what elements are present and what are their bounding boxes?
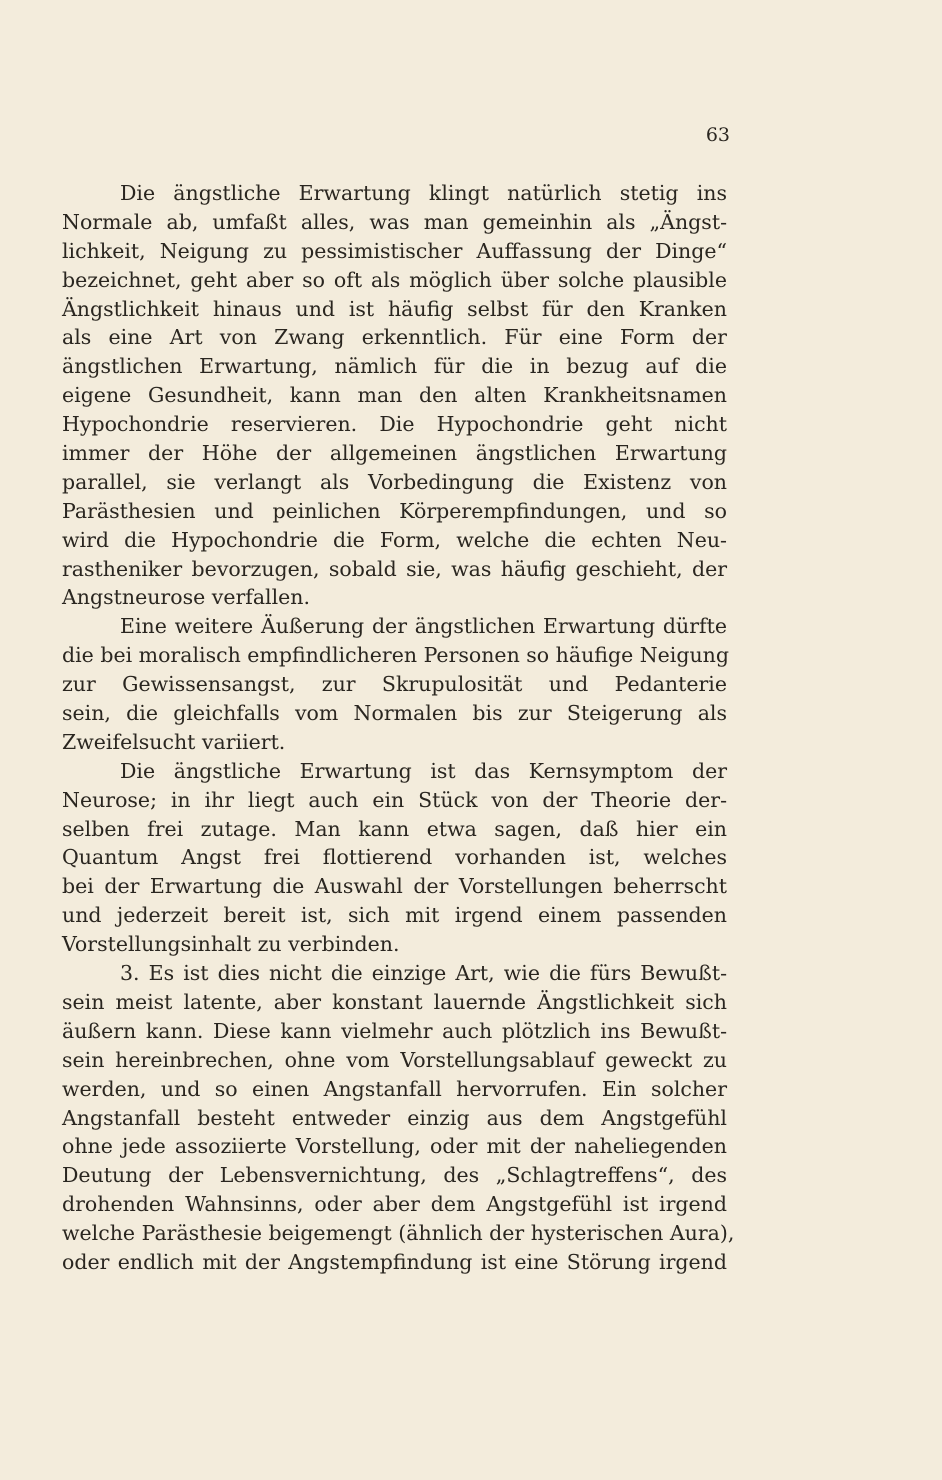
text-line: Zweifelsucht variiert. bbox=[62, 729, 286, 754]
text-line: lichkeit, Neigung zu pessimistischer Auffassung der Dinge“ bbox=[62, 238, 727, 263]
text-line: Hypochondrie reservieren. Die Hypochondrie geht nicht bbox=[62, 412, 727, 437]
text-line: die bei moralisch empfindlicheren Personen so häufige Neigung bbox=[62, 643, 730, 668]
text-line: bezeichnet, geht aber so oft als möglich über solche plausible bbox=[62, 267, 727, 292]
text-line: Vorstellungsinhalt zu verbinden. bbox=[62, 932, 400, 957]
text-line: Angstneurose verfallen. bbox=[62, 585, 311, 610]
text-line: sein meist latente, aber konstant lauernde Ängstlichkeit sich bbox=[62, 989, 727, 1014]
body-text bbox=[62, 179, 735, 1277]
text-line: sein, die gleichfalls vom Normalen bis zur Steigerung als bbox=[62, 701, 727, 726]
text-line: äußern kann. Diese kann vielmehr auch plötzlich ins Bewußt- bbox=[62, 1018, 727, 1043]
text-line: parallel, sie verlangt als Vorbedingung die Existenz von bbox=[62, 469, 727, 494]
text-line: sein hereinbrechen, ohne vom Vorstellungsablauf geweckt zu bbox=[62, 1047, 727, 1072]
text-line: Ängstlichkeit hinaus und ist häufig selbst für den Kranken bbox=[62, 296, 727, 321]
text-line: eigene Gesundheit, kann man den alten Krankheitsnamen bbox=[62, 383, 727, 408]
text-line: Parästhesien und peinlichen Körperempfindungen, und so bbox=[62, 498, 727, 523]
text-line: ohne jede assoziierte Vorstellung, oder mit der naheliegenden bbox=[62, 1134, 727, 1159]
text-line: Eine weitere Äußerung der ängstlichen Erwartung dürfte bbox=[120, 614, 727, 639]
text-line: werden, und so einen Angstanfall hervorrufen. Ein solcher bbox=[62, 1076, 727, 1101]
text-line: Deutung der Lebensvernichtung, des „Schlagtreffens“, des bbox=[62, 1163, 727, 1188]
text-line: bei der Erwartung die Auswahl der Vorstellungen beherrscht bbox=[62, 874, 727, 899]
text-line: Die ängstliche Erwartung klingt natürlich stetig ins bbox=[120, 181, 727, 205]
text-line: Angstanfall besteht entweder einzig aus dem Angstgefühl bbox=[62, 1105, 727, 1130]
text-line: Normale ab, umfaßt alles, was man gemeinhin als „Ängst- bbox=[62, 209, 727, 234]
text-line: drohenden Wahnsinns, oder aber dem Angstgefühl ist irgend bbox=[62, 1192, 727, 1217]
text-line: zur Gewissensangst, zur Skrupulosität und Pedanterie bbox=[62, 672, 727, 697]
text-line: immer der Höhe der allgemeinen ängstlichen Erwartung bbox=[62, 441, 727, 466]
text-line: wird die Hypochondrie die Form, welche die echten Neu- bbox=[62, 527, 727, 552]
text-line: Die ängstliche Erwartung ist das Kernsymptom der bbox=[120, 758, 727, 783]
text-line: und jederzeit bereit ist, sich mit irgend einem passenden bbox=[62, 903, 727, 928]
text-line: Quantum Angst frei flottierend vorhanden ist, welches bbox=[62, 845, 727, 870]
text-line: welche Parästhesie beigemengt (ähnlich der hysterischen Aura), bbox=[62, 1221, 735, 1246]
text-line: rastheniker bevorzugen, sobald sie, was häufig geschieht, der bbox=[62, 556, 727, 581]
text-line: ängstlichen Erwartung, nämlich für die in bezug auf die bbox=[62, 354, 727, 379]
text-line: 3. Es ist dies nicht die einzige Art, wie die fürs Bewußt- bbox=[120, 961, 727, 986]
text-line: selben frei zutage. Man kann etwa sagen, daß hier ein bbox=[62, 816, 727, 841]
text-line: als eine Art von Zwang erkenntlich. Für eine Form der bbox=[62, 325, 727, 350]
text-line: oder endlich mit der Angstempfindung ist eine Störung irgend bbox=[62, 1249, 727, 1274]
page-number: 63 bbox=[705, 124, 730, 146]
text-line: Neurose; in ihr liegt auch ein Stück von der Theorie der- bbox=[62, 787, 727, 812]
